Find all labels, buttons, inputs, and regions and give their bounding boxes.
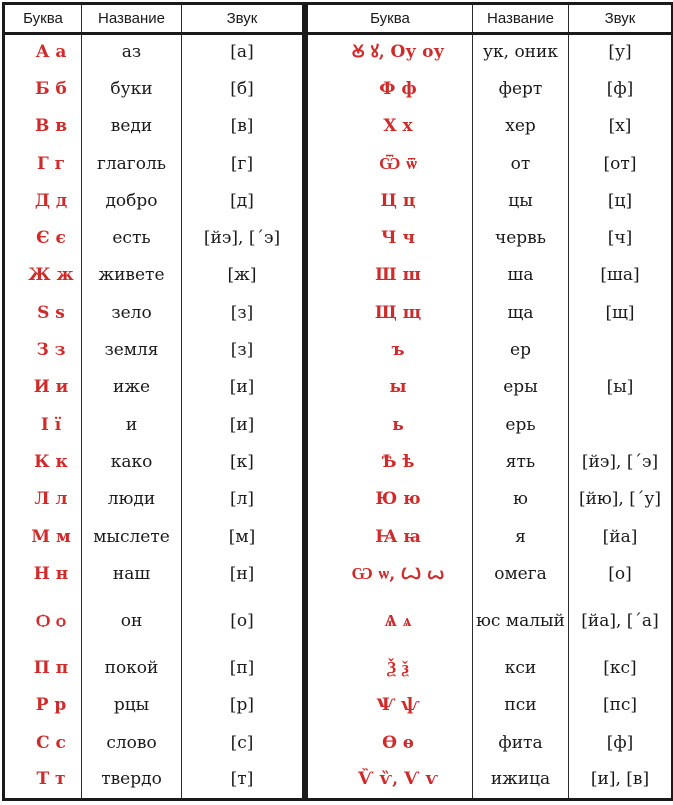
letter-sound: [д]	[182, 183, 304, 220]
letter-row	[4, 406, 304, 443]
letter-glyph: Ф ф	[307, 71, 473, 108]
letter-sound: [йа], [´а]	[569, 593, 673, 650]
letter-sound: [т]	[182, 762, 304, 799]
letter-name: буки	[82, 71, 182, 108]
name-column-header: Название	[473, 4, 569, 34]
letter-row	[307, 650, 673, 687]
letter-name: веди	[82, 108, 182, 145]
letter-sound: [ч]	[569, 220, 673, 257]
letter-name: ук, оник	[473, 34, 569, 71]
letter-name: есть	[82, 220, 182, 257]
letter-name: глаголь	[82, 145, 182, 182]
letter-glyph: С с	[4, 725, 82, 762]
letter-glyph: Ж ж	[4, 257, 82, 294]
letter-sound: [к]	[182, 444, 304, 481]
letter-row	[307, 183, 673, 220]
letter-sound: [и], [в]	[569, 762, 673, 799]
letter-name: фита	[473, 725, 569, 762]
letter-name: ша	[473, 257, 569, 294]
letter-glyph: Ѳ ѳ	[307, 725, 473, 762]
letter-name: ер	[473, 332, 569, 369]
letter-glyph: Є є	[4, 220, 82, 257]
letter-glyph: Х х	[307, 108, 473, 145]
letter-row	[4, 593, 304, 650]
letter-glyph: И и	[4, 369, 82, 406]
letter-row	[307, 332, 673, 369]
letter-name: ща	[473, 295, 569, 332]
letter-sound: [йю], [´у]	[569, 481, 673, 518]
letter-row	[4, 687, 304, 724]
letter-sound: [о]	[182, 593, 304, 650]
letter-row	[4, 444, 304, 481]
letter-glyph: ь	[307, 406, 473, 443]
letter-row	[307, 518, 673, 555]
letter-name: ижица	[473, 762, 569, 799]
letter-glyph: Ч ч	[307, 220, 473, 257]
letter-row	[307, 295, 673, 332]
letter-glyph: Ю ю	[307, 481, 473, 518]
letter-glyph: К к	[4, 444, 82, 481]
letter-row	[307, 108, 673, 145]
letter-name: живете	[82, 257, 182, 294]
letter-sound: [щ]	[569, 295, 673, 332]
letter-glyph: М м	[4, 518, 82, 555]
letter-sound: [и]	[182, 369, 304, 406]
letter-glyph: З з	[4, 332, 82, 369]
letter-sound: [и]	[182, 406, 304, 443]
letter-name: пси	[473, 687, 569, 724]
letter-sound: [ша]	[569, 257, 673, 294]
letter-row	[4, 145, 304, 182]
letter-sound	[569, 332, 673, 369]
letter-glyph: Т т	[4, 762, 82, 799]
letter-sound: [з]	[182, 332, 304, 369]
letter-row	[4, 762, 304, 799]
letter-sound: [з]	[182, 295, 304, 332]
letter-sound: [у]	[569, 34, 673, 71]
letter-sound: [о]	[569, 556, 673, 593]
letter-name: еры	[473, 369, 569, 406]
letter-sound: [л]	[182, 481, 304, 518]
letter-name: наш	[82, 556, 182, 593]
letter-sound: [а]	[182, 34, 304, 71]
letter-row	[4, 220, 304, 257]
letter-glyph: ы	[307, 369, 473, 406]
letter-sound: [йа]	[569, 518, 673, 555]
right-alphabet-table	[305, 2, 673, 801]
letter-name: люди	[82, 481, 182, 518]
letter-row	[307, 762, 673, 799]
letter-row	[4, 725, 304, 762]
letter-name: цы	[473, 183, 569, 220]
letter-glyph: В в	[4, 108, 82, 145]
letter-glyph: Ѡ ѡ, Ꙍ ꙍ	[307, 556, 473, 593]
letter-glyph: ъ	[307, 332, 473, 369]
letter-row	[4, 295, 304, 332]
letter-name: твердо	[82, 762, 182, 799]
letter-name: ерь	[473, 406, 569, 443]
letter-glyph: Ѧ ѧ	[307, 593, 473, 650]
letter-row	[307, 145, 673, 182]
letter-row	[4, 108, 304, 145]
letter-glyph: Ѷ ѷ, Ѵ ѵ	[307, 762, 473, 799]
letter-glyph: Б б	[4, 71, 82, 108]
letter-row	[307, 369, 673, 406]
letter-sound	[569, 406, 673, 443]
letter-row	[307, 687, 673, 724]
letter-name: слово	[82, 725, 182, 762]
letter-row	[307, 481, 673, 518]
letter-row	[307, 444, 673, 481]
letter-sound: [пс]	[569, 687, 673, 724]
letter-row	[4, 481, 304, 518]
letter-sound: [б]	[182, 71, 304, 108]
letter-glyph: І ї	[4, 406, 82, 443]
letter-row	[4, 650, 304, 687]
sound-column-header: Звук	[182, 4, 304, 34]
letter-name: земля	[82, 332, 182, 369]
letter-glyph: А а	[4, 34, 82, 71]
letter-glyph: Г г	[4, 145, 82, 182]
letter-name: мыслете	[82, 518, 182, 555]
letter-sound: [г]	[182, 145, 304, 182]
letter-glyph: Ѕ ѕ	[4, 295, 82, 332]
letter-sound: [ж]	[182, 257, 304, 294]
letter-sound: [ф]	[569, 71, 673, 108]
left-header-row	[4, 4, 304, 34]
letter-glyph: Ѣ ѣ	[307, 444, 473, 481]
letter-name: рцы	[82, 687, 182, 724]
letter-glyph: Р р	[4, 687, 82, 724]
letter-name: я	[473, 518, 569, 555]
letter-name: омега	[473, 556, 569, 593]
letter-glyph: Ѻ ѻ	[4, 593, 82, 650]
letter-row	[307, 556, 673, 593]
letter-sound: [ф]	[569, 725, 673, 762]
letter-row	[4, 556, 304, 593]
letter-name: иже	[82, 369, 182, 406]
letter-sound: [в]	[182, 108, 304, 145]
letter-name: ю	[473, 481, 569, 518]
letter-name: юс малый	[473, 593, 569, 650]
letter-glyph: Ѯ ѯ	[307, 650, 473, 687]
letter-row	[307, 71, 673, 108]
left-alphabet-table	[2, 2, 305, 801]
letter-row	[307, 257, 673, 294]
letter-glyph: Ц ц	[307, 183, 473, 220]
sound-column-header: Звук	[569, 4, 673, 34]
letter-name: ферт	[473, 71, 569, 108]
name-column-header: Название	[82, 4, 182, 34]
letter-name: кси	[473, 650, 569, 687]
letter-glyph: Щ щ	[307, 295, 473, 332]
letter-name: хер	[473, 108, 569, 145]
letter-row	[307, 406, 673, 443]
letter-row	[307, 593, 673, 650]
letter-row	[307, 34, 673, 71]
letter-name: ять	[473, 444, 569, 481]
letter-row	[4, 34, 304, 71]
letter-glyph: П п	[4, 650, 82, 687]
letter-sound: [п]	[182, 650, 304, 687]
letter-glyph: Н н	[4, 556, 82, 593]
letter-name: от	[473, 145, 569, 182]
letter-column-header: Буква	[4, 4, 82, 34]
letter-sound: [ы]	[569, 369, 673, 406]
letter-glyph: Ѿ ѿ	[307, 145, 473, 182]
letter-name: и	[82, 406, 182, 443]
right-header-row	[307, 4, 673, 34]
letter-row	[4, 518, 304, 555]
letter-sound: [от]	[569, 145, 673, 182]
letter-column-header: Буква	[307, 4, 473, 34]
letter-name: покой	[82, 650, 182, 687]
letter-glyph: Ꙗ ꙗ	[307, 518, 473, 555]
letter-name: зело	[82, 295, 182, 332]
letter-row	[307, 220, 673, 257]
letter-sound: [кс]	[569, 650, 673, 687]
letter-sound: [м]	[182, 518, 304, 555]
letter-row	[4, 71, 304, 108]
letter-glyph: Д д	[4, 183, 82, 220]
letter-glyph: Л л	[4, 481, 82, 518]
letter-name: он	[82, 593, 182, 650]
letter-sound: [х]	[569, 108, 673, 145]
letter-sound: [йэ], [´э]	[182, 220, 304, 257]
letter-sound: [н]	[182, 556, 304, 593]
letter-sound: [йэ], [´э]	[569, 444, 673, 481]
letter-name: аз	[82, 34, 182, 71]
letter-glyph: Ш ш	[307, 257, 473, 294]
letter-row	[4, 332, 304, 369]
letter-name: добро	[82, 183, 182, 220]
letter-sound: [ц]	[569, 183, 673, 220]
letter-row	[307, 725, 673, 762]
letter-glyph: Ѱ ѱ	[307, 687, 473, 724]
letter-row	[4, 257, 304, 294]
letter-row	[4, 183, 304, 220]
letter-glyph: Ꙋ ꙋ, Оу оу	[307, 34, 473, 71]
letter-row	[4, 369, 304, 406]
letter-name: червь	[473, 220, 569, 257]
letter-sound: [р]	[182, 687, 304, 724]
letter-name: како	[82, 444, 182, 481]
letter-sound: [с]	[182, 725, 304, 762]
